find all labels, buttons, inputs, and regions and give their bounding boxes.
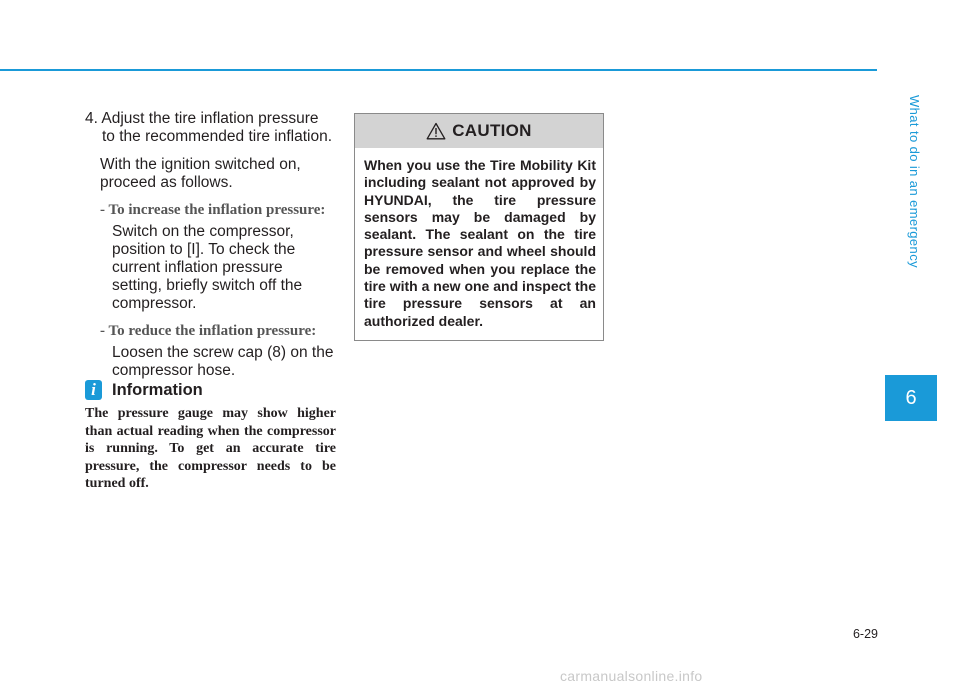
section-label: What to do in an emergency [907,95,922,268]
warning-triangle-icon [426,122,446,140]
instructions-column [85,110,335,380]
increase-heading: - To increase the inflation pressure: [100,202,326,218]
step-4: 4. Adjust the tire inflation pressure to the recommended tire inflation. [85,110,333,145]
caution-header [355,114,603,148]
information-header [85,380,203,400]
chapter-tab: 6 [885,375,937,421]
reduce-heading: - To reduce the inflation pressure: [100,323,317,339]
info-icon: i [85,380,102,400]
increase-body: Switch on the compressor, position to [I]. To check the current inflation pressure setting, briefly switch off the compressor. [112,223,303,312]
watermark: carmanualsonline.info [560,668,703,684]
intro-paragraph: With the ignition switched on, proceed as follows. [100,156,301,191]
information-text: The pressure gauge may show higher than actual reading when the compressor is running. To get an accurate tire pressure, the compressor needs to be turned off. [85,406,336,491]
caution-box [354,113,604,341]
header-rule [0,69,877,71]
page-number: 6-29 [852,627,878,641]
information-title: Information [112,380,203,399]
reduce-body: Loosen the screw cap (8) on the compressor hose. [112,344,334,379]
caution-title: CAUTION [452,121,532,140]
caution-text: When you use the Tire Mobility Kit including sealant not approved by HYUNDAI, the tire pressure sensors may be damaged by sealant. The sealant on the tire pressure sensor and wheel should be removed when you replace the tire with a new one and inspect the tire pressure sensors at an authorized dealer. [364,157,596,329]
